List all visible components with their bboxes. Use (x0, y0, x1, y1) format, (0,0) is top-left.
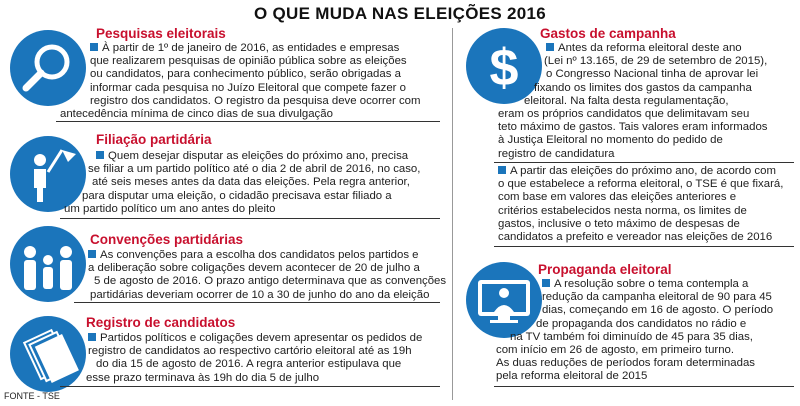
heading-convencoes: Convenções partidárias (90, 232, 244, 247)
text-propaganda: A resolução sobre o tema contempla a redução da campanha eleitoral de 90 para 45 dias, começando em 16 de agosto. O período de propaganda dos candidatos no rádio e na TV também foi diminuído de 45 para 35 dias, com início em 26 de agosto, em primeiro turno. As duas reduções de períodos foram determinadas pela reforma eleitoral de 2015 (496, 278, 774, 383)
bullet-square-icon (542, 279, 550, 287)
magnifier-icon (10, 30, 86, 106)
page-title: O QUE MUDA NAS ELEIÇÕES 2016 (253, 4, 547, 23)
divider (494, 162, 794, 163)
heading-gastos: Gastos de campanha (540, 26, 676, 41)
column-divider (452, 28, 453, 400)
tv-icon (466, 262, 542, 338)
text-gastos-2: A partir das eleições do próximo ano, de acordo com o que estabelece a reforma eleitoral, o TSE é que fixará, com base em valores das eleições anteriores e critérios estabelecidos nesta norma, os limites de gastos, inclusive o teto máximo de despesas de candidatos a prefeito e vereador nas eleições de 2016 (498, 165, 784, 243)
bullet-square-icon (90, 43, 98, 51)
divider (494, 386, 794, 387)
bullet-square-icon (546, 43, 554, 51)
heading-pesquisas: Pesquisas eleitorais (96, 26, 226, 41)
heading-filiacao: Filiação partidária (96, 132, 212, 147)
documents-icon (10, 316, 86, 392)
text-filiacao: Quem desejar disputar as eleições do próximo ano, precisa se filiar a um partido político até o dia 2 de abril de 2016, no caso, até seis meses antes da data das eleições. Pela regra anterior, para disputar uma eleição, o cidadão precisava estar filiado a um partido político um ano antes do pleito (64, 150, 421, 215)
svg-text:$: $ (489, 39, 519, 97)
flag-person-icon (10, 136, 86, 212)
bullet-square-icon (88, 333, 96, 341)
source-note: FONTE - TSE (4, 391, 60, 401)
divider (74, 302, 440, 303)
dollar-icon (466, 28, 542, 104)
heading-registro: Registro de candidatos (86, 315, 236, 330)
divider (60, 218, 440, 219)
divider (494, 246, 794, 247)
bullet-square-icon (88, 250, 96, 258)
text-convencoes: As convenções para a escolha dos candidatos pelos partidos e a deliberação sobre coligações devem acontecer de 20 de julho a 5 de agosto de 2016. O prazo antigo determinava que as convenções partidárias deveriam ocorrer de 10 a 30 de junho do ano da eleição (88, 249, 447, 301)
bullet-square-icon (498, 166, 506, 174)
divider (60, 386, 440, 387)
text-registro: Partidos políticos e coligações devem apresentar os pedidos de registro de candidatos ao respectivo cartório eleitoral até as 19h do dia 15 de agosto de 2016. A regra anterior estipulava que esse prazo terminava às 19h do dia 5 de julho (86, 332, 423, 384)
heading-propaganda: Propaganda eleitoral (538, 262, 672, 277)
bullet-square-icon (96, 151, 104, 159)
text-pesquisas: À partir de 1º de janeiro de 2016, as entidades e empresas que realizarem pesquisas de opinião pública sobre as eleições ou candidatos, para conhecimento público, serão obrigadas a informar cada pesquisa no Juízo Eleitoral que compete fazer o registro dos candidatos. O registro da pesquisa deve ocorrer com antecedência mínima de cinco dias de sua divulgação (60, 42, 421, 120)
text-gastos: Antes da reforma eleitoral deste ano (Lei nº 13.165, de 29 de setembro de 2015), o Congresso Nacional tinha de aprovar lei fixando os limites dos gastos da campanha eleitoral. Na falta desta regulamentação, eram os próprios candidatos que delimitavam seu teto máximo de gastos. Tais valores eram informados à Justiça Eleitoral no momento do pedido de registro de candidatura (498, 42, 768, 160)
people-icon (10, 226, 86, 302)
divider (56, 121, 440, 122)
